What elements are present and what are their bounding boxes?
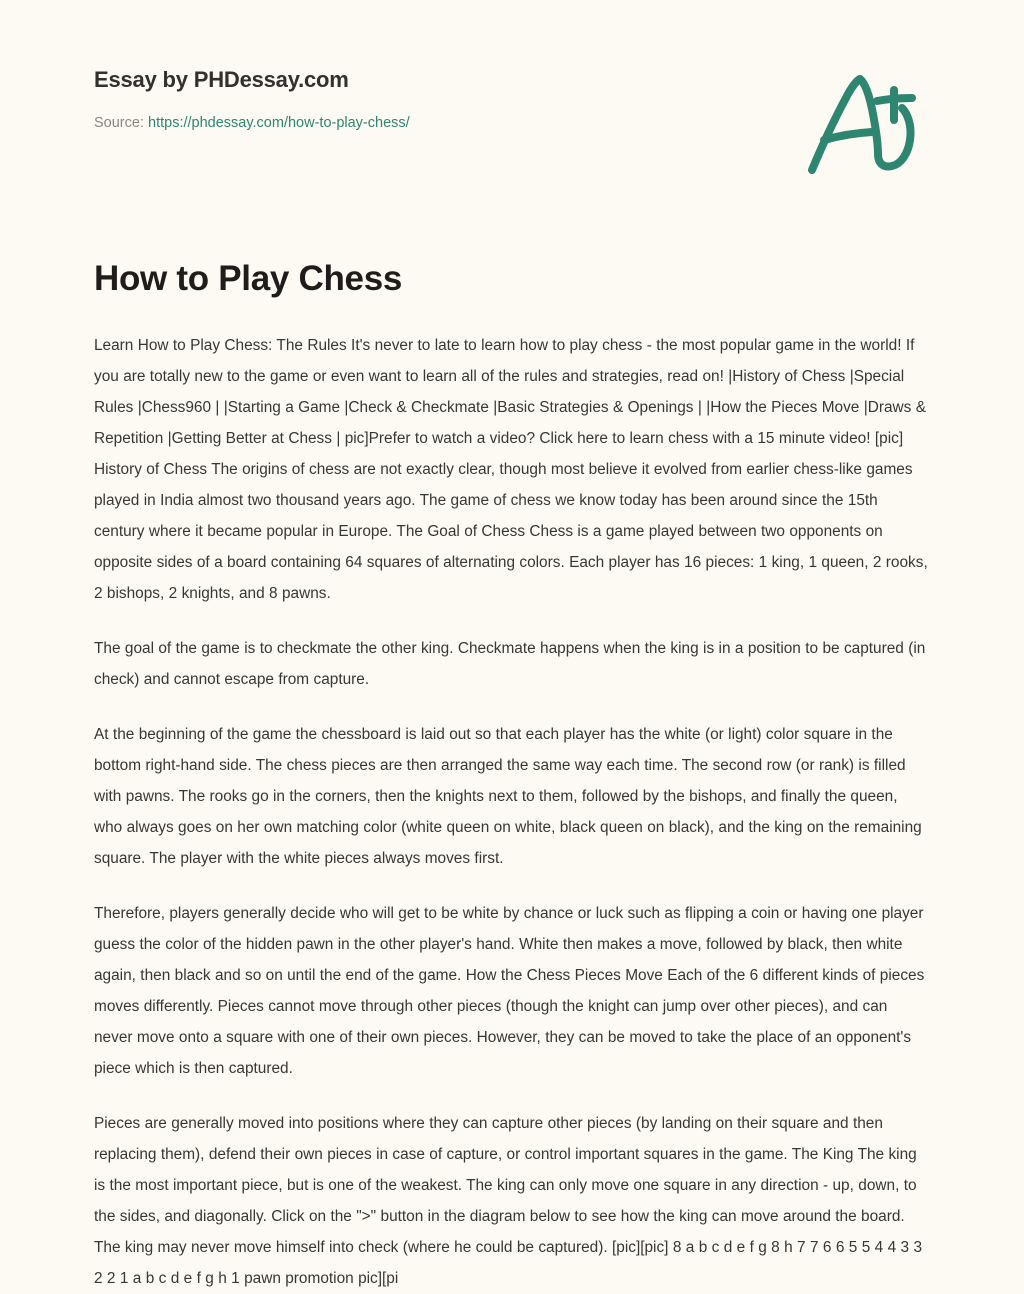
source-url-link[interactable]: https://phdessay.com/how-to-play-chess/: [148, 114, 410, 131]
document-header: [0, 0, 1024, 178]
header-left-group: [94, 66, 410, 132]
paragraph: Pieces are generally moved into positions where they can capture other pieces (by landing on their square and then replacing them), defend their own pieces in case of capture, or control important squares in the game. The King The king is the most important piece, but is one of the weakest. The king can only move one square in any direction - up, down, to the sides, and diagonally. Click on the ">" button in the diagram below to see how the king can move around the board. The king may never move himself into check (where he could be captured). [pic][pic] 8 a b c d e f g 8 h 7 7 6 6 5 5 4 4 3 3 2 2 1 a b c d e f g h 1 pawn promotion pic][pi: [94, 1115, 923, 1287]
paragraph: At the beginning of the game the chessboard is laid out so that each player has the white (or light) color square in the bottom right-hand side. The chess pieces are then arranged the same way each time. The second row (or rank) is filled with pawns. The rooks go in the corners, then the knights next to them, followed by the bishops, and finally the queen, who always goes on her own matching color (white queen on white, black queen on black), and the king on the remaining square. The player with the white pieces always moves first.: [94, 726, 922, 867]
essay-body: [0, 300, 1024, 1294]
page-title: How to Play Chess: [94, 259, 403, 298]
aplus-logo-icon: [798, 68, 928, 178]
paragraph: The goal of the game is to checkmate the other king. Checkmate happens when the king is in a position to be captured (in check) and cannot escape from capture.: [94, 640, 926, 688]
brand-title: Essay by PHDessay.com: [94, 67, 349, 92]
paragraph: Learn How to Play Chess: The Rules It's never to late to learn how to play chess - the most popular game in the world! If you are totally new to the game or even want to learn all of the rules and strategies, read on! |History of Chess |Special Rules |Chess960 | |Starting a Game |Check & Checkmate |Basic Strategies & Openings | |How the Pieces Move |Draws & Repetition |Getting Better at Chess | pic]Prefer to watch a video? Click here to learn chess with a 15 minute video! [pic] History of Chess The origins of chess are not exactly clear, though most believe it evolved from earlier chess-like games played in India almost two thousand years ago. The game of chess we know today has been around since the 15th century where it became popular in Europe. The Goal of Chess Chess is a game played between two opponents on opposite sides of a board containing 64 squares of alternating colors. Each player has 16 pieces: 1 king, 1 queen, 2 rooks, 2 bishops, 2 knights, and 8 pawns.: [94, 337, 928, 602]
source-label: Source:: [94, 114, 144, 131]
source-line: [94, 114, 410, 133]
paragraph: Therefore, players generally decide who will get to be white by chance or luck such as flipping a coin or having one player guess the color of the hidden pawn in the other player's hand. White then makes a move, followed by black, then white again, then black and so on until the end of the game. How the Chess Pieces Move Each of the 6 different kinds of pieces moves differently. Pieces cannot move through other pieces (though the knight can jump over other pieces), and can never move onto a square with one of their own pieces. However, they can be moved to take the place of an opponent's piece which is then captured.: [94, 905, 925, 1077]
